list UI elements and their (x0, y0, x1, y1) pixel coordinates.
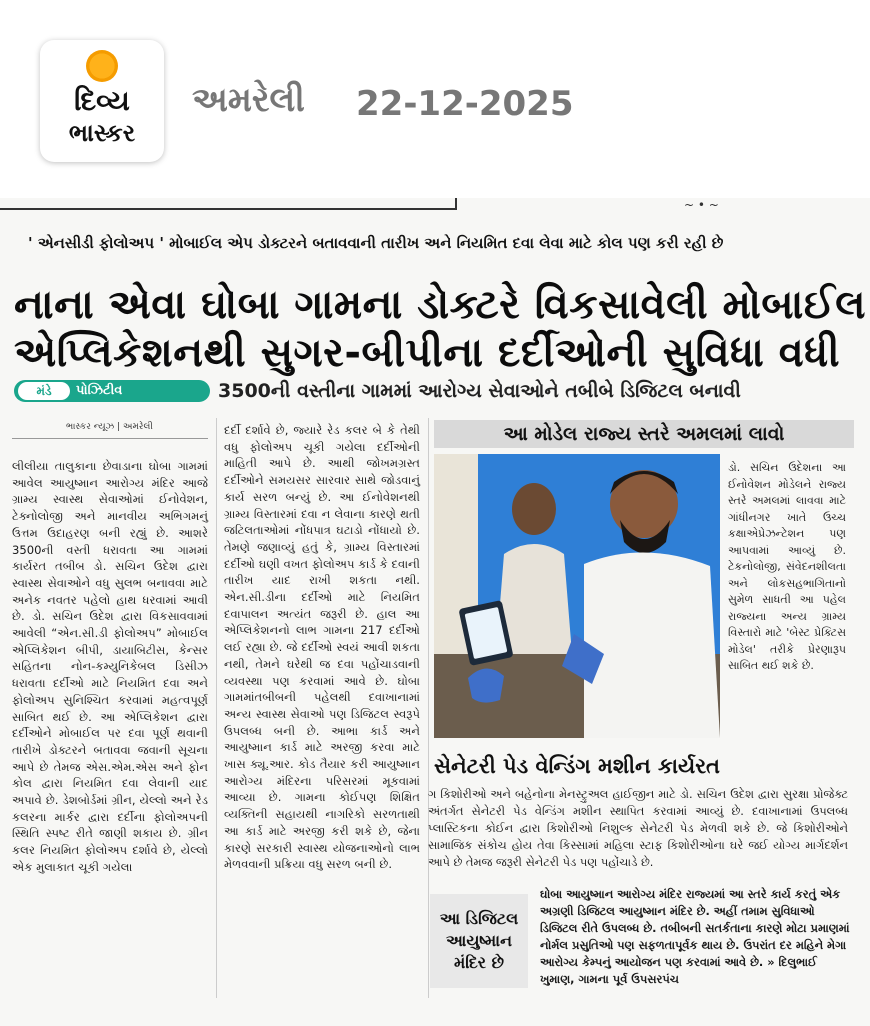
article-column-2 (224, 422, 420, 873)
column-divider (428, 418, 429, 998)
column-2-text: દર્દી દર્શાવે છે, જ્યારે રેડ કલર બે કે તેથી વધુ ફોલોઅપ ચૂકી ગયેલા દર્દીઓની માહિતી આપે છે. આથી જોખમગ્રસ્ત દર્દીઓને સમયસર સારવાર સાથે જોડવાનું કાર્ય સરળ બન્યું છે. આ ઈનોવેશનથી ગ્રામ્ય વિસ્તારમાં દવા ન લેવાના કારણે થતી જટિલતાઓમાં નોંધપાત્ર ઘટાડો નોંધાયો છે. તેમણે જણાવ્યું હતું કે, ગ્રામ્ય વિસ્તારમાં દર્દીઓ ઘણી વખત ફોલોઅપ કાર્ડ કે દવાની તારીખ યાદ રાખી શકતા નથી. એન.સી.ડીના દર્દીઓ માટે નિયમિત દવાપાલન અત્યંત જરૂરી છે. હાલ આ એપ્લિકેશનનો લાભ ગામના 217 દર્દીઓ લઈ રહ્યા છે. જે દર્દીઓ સ્વયં આવી શકતા નથી, તેમને ઘરેથી જ દવા પહોંચાડવાની વ્યવસ્થા પણ કરવામાં આવે છે. ઘોબા ગામમાંતબીબની પહેલથી દવાખાનામાં અન્ય સ્વાસ્થ સેવાઓ પણ ડિજિટલ સ્વરૂપે ઉપલબ્ધ બની છે. આભા કાર્ડ અને આયુષ્માન કાર્ડ માટે અરજી કરવા માટે ખાસ ક્યૂ.આર. કોડ તૈયાર કરી આયુષ્માન આરોગ્ય મંદિરના પરિસરમાં મૂકવામાં આવ્યા છે. ગામના કોઈપણ શિક્ષિત વ્યક્તિની સહાયથી નાગરિકો સરળતાથી આ કાર્ડ માટે અરજી કરી શકે છે, જેના કારણે સરકારી સ્વાસ્થ યોજનાઓનો લાભ મેળવવાની પ્રક્રિયા વધુ સરળ બની છે. (224, 423, 420, 872)
doctor-patient-photo (434, 454, 720, 738)
badge-left-label: મંડે (18, 382, 70, 400)
section2-text: ગ કિશોરીઓ અને બહેનોના મેનસ્ટ્રુઅલ હાઈજીન માટે ડો. સચિન ઉદેશ દ્વારા સુરક્ષા પ્રોજેક્ટ અંતર્ગત સેનેટરી પેડ વેન્ડિંગ મશીન સ્થાપિત કરવામાં આવ્યું છે. દવાખાનામાં ઉપલબ્ધ પ્લાસ્ટિકના કોઈન દ્વારા કિશોરીઓ નિશુલ્ક સેનેટરી પેડ મેળવી શકે છે. જે કિશોરીઓને સામાજિક સંકોચ હોય તેવા કિસ્સામાં મહિલા સ્ટાફ કિશોરીઓના ઘરે જઈ યોગ્ય માર્ગદર્શન આપે છે તેમજ જરૂરી સેનેટરી પેડ પણ પહોંચાડે છે. (428, 787, 848, 869)
cut-off-bottom-strip (0, 1012, 870, 1026)
logo-text-line2: ભાસ્કર (68, 118, 136, 147)
edition-date: 22-12-2025 (356, 84, 574, 124)
byline: ભાસ્કર ન્યૂઝ | અમરેલી (66, 422, 153, 432)
section2-heading: સેનેટરી પેડ વેન્ડિંગ મશીન કાર્યરત (434, 754, 720, 778)
headline-line2: એપ્લિકેશનથી સુગર-બીપીના દર્દીઓની સુવિધા વધી (14, 330, 841, 376)
box-text-body: ડો. સચિન ઉદેશના આ ઈનોવેશન મોડેલને રાજ્ય સ્તરે અમલમાં લાવવા માટે ગાંધીનગર ખાતે ઉચ્ચ કક્ષાએપ્રેઝન્ટેશન પણ આપવામાં આવ્યું છે. ટેકનોલોજી, સંવેદનશીલતા અને લોકસહભાગિતાનો સુમેળ સાધતી આ પહેલ રાજ્યના અન્ય ગ્રામ્ય વિસ્તારો માટે 'બેસ્ટ પ્રેક્ટિસ મોડેલ' તરીકે પ્રેરણારૂપ સાબિત થઈ શકે છે. (728, 461, 846, 672)
byline-rule (12, 438, 208, 439)
subheadline: 3500ની વસ્તીના ગામમાં આરોગ્ય સેવાઓને તબીબે ડિજિટલ બનાવી (218, 380, 741, 402)
edition-city: અમરેલી (192, 80, 305, 120)
monday-positive-badge (14, 380, 210, 402)
cut-off-text: ~ • ~ (684, 198, 719, 212)
article-kicker: ' એનસીડી ફોલોઅપ ' મોબાઈલ એપ ડોક્ટરને બતાવવાની તારીખ અને નિયમિત દવા લેવા માટે કોલ પણ કરી રહી છે (28, 234, 724, 252)
headline-line1: નાના એવા ઘોબા ગામના ડોક્ટરે વિકસાવેલી મોબાઈલ (14, 282, 866, 328)
sun-icon (86, 50, 118, 82)
quote-side-text: આ ડિજિટલ આયુષ્માન મંદિર છે (439, 909, 519, 972)
logo-text-line1: દિવ્ય (74, 84, 130, 117)
quote-side-label (430, 894, 528, 988)
column-1-text: લીલીયા તાલુકાના છેવાડાના ઘોબા ગામમાં આવેલ આયુષ્માન આરોગ્ય મંદિર આજે ગ્રામ્ય સ્વાસ્થ સેવાઓમાં ઈનોવેશન, ટેક્નોલોજી અને માનવીય અભિગમનું ઉત્તમ ઉદાહરણ બની રહ્યું છે. આશરે 3500ની વસ્તી ધરાવતા આ ગામમાં કાર્યરત તબીબ ડો. સચિન ઉદેશ દ્વારા સ્વાસ્થ સેવાઓને વધુ સુલભ બનાવવા માટે અનેક નવતર પહેલો હાથ ધરવામાં આવી છે. ડો. સચિન ઉદેશ દ્વારા વિકસાવવામાં આવેલી “એન.સી.ડી ફોલોઅપ” મોબાઈલ એપ્લિકેશન બીપી, ડાયાબિટીસ, કેન્સર સહિતના નોન-કમ્યુનિકેબલ ડિસીઝ ધરાવતા દર્દીઓ માટે નિયમિત દવા અને ફોલોઅપ સુનિશ્ચિત કરવામાં મહત્વપૂર્ણ સાબિત થઈ છે. આ એપ્લિકેશન દ્વારા દર્દીઓને મોબાઈલ પર દવા પૂર્ણ થવાની તારીખે ડોક્ટરને બતાવવા જવાની સૂચના આપે છે તેમજ એસ.એમ.એસ અને ફોન કોલ દ્વારા નિયમિત દવા લેવાની યાદ અપાવે છે. ડેશબોર્ડમાં ગ્રીન, યેલ્લો અને રેડ કલરના માર્કર દ્વારા દર્દીના ફોલોઅપની સ્થિતિ સ્પષ્ટ રીતે જાણી શકાય છે. ગ્રીન કલર નિયમિત ફોલોઅપ દર્શાવે છે, યેલ્લો એક મુલાકાત ચૂકી ગયેલા (12, 459, 208, 874)
divya-bhaskar-logo[interactable] (40, 40, 164, 162)
article-column-1 (12, 458, 208, 876)
badge-right-label: પોઝિટીવ (76, 383, 123, 398)
newspaper-clipping (0, 198, 870, 1026)
box-text (728, 460, 846, 675)
quote-text: ઘોબા આયુષ્માન આરોગ્ય મંદિર રાજ્યમાં આ સ્તરે કાર્ય કરતું એક અગ્રણી ડિજિટલ આયુષ્માન મંદિર છે. અહીં તમામ સુવિધાઓ ડિજિટલ રીતે ઉપલબ્ધ છે. તબીબની સતર્કતાના કારણે મોટા પ્રમાણમાં નોર્મલ પ્રસુતિઓ પણ સફળતાપૂર્વક થાય છે. ઉપરાંત દર મહિને મેગા આરોગ્ય કેમ્પનું આયોજન પણ કરવામાં આવે છે. » દિલુભાઈ ખુમાણ, ગામના પૂર્વ ઉપસરપંચ (540, 887, 850, 986)
box-heading: આ મોડેલ રાજ્ય સ્તરે અમલમાં લાવો (434, 420, 854, 448)
top-rule (0, 208, 456, 210)
quote-box (430, 886, 856, 1000)
top-rule-corner (455, 198, 457, 210)
section2-body (428, 786, 848, 871)
column-divider (216, 418, 217, 998)
page-header (0, 0, 870, 196)
